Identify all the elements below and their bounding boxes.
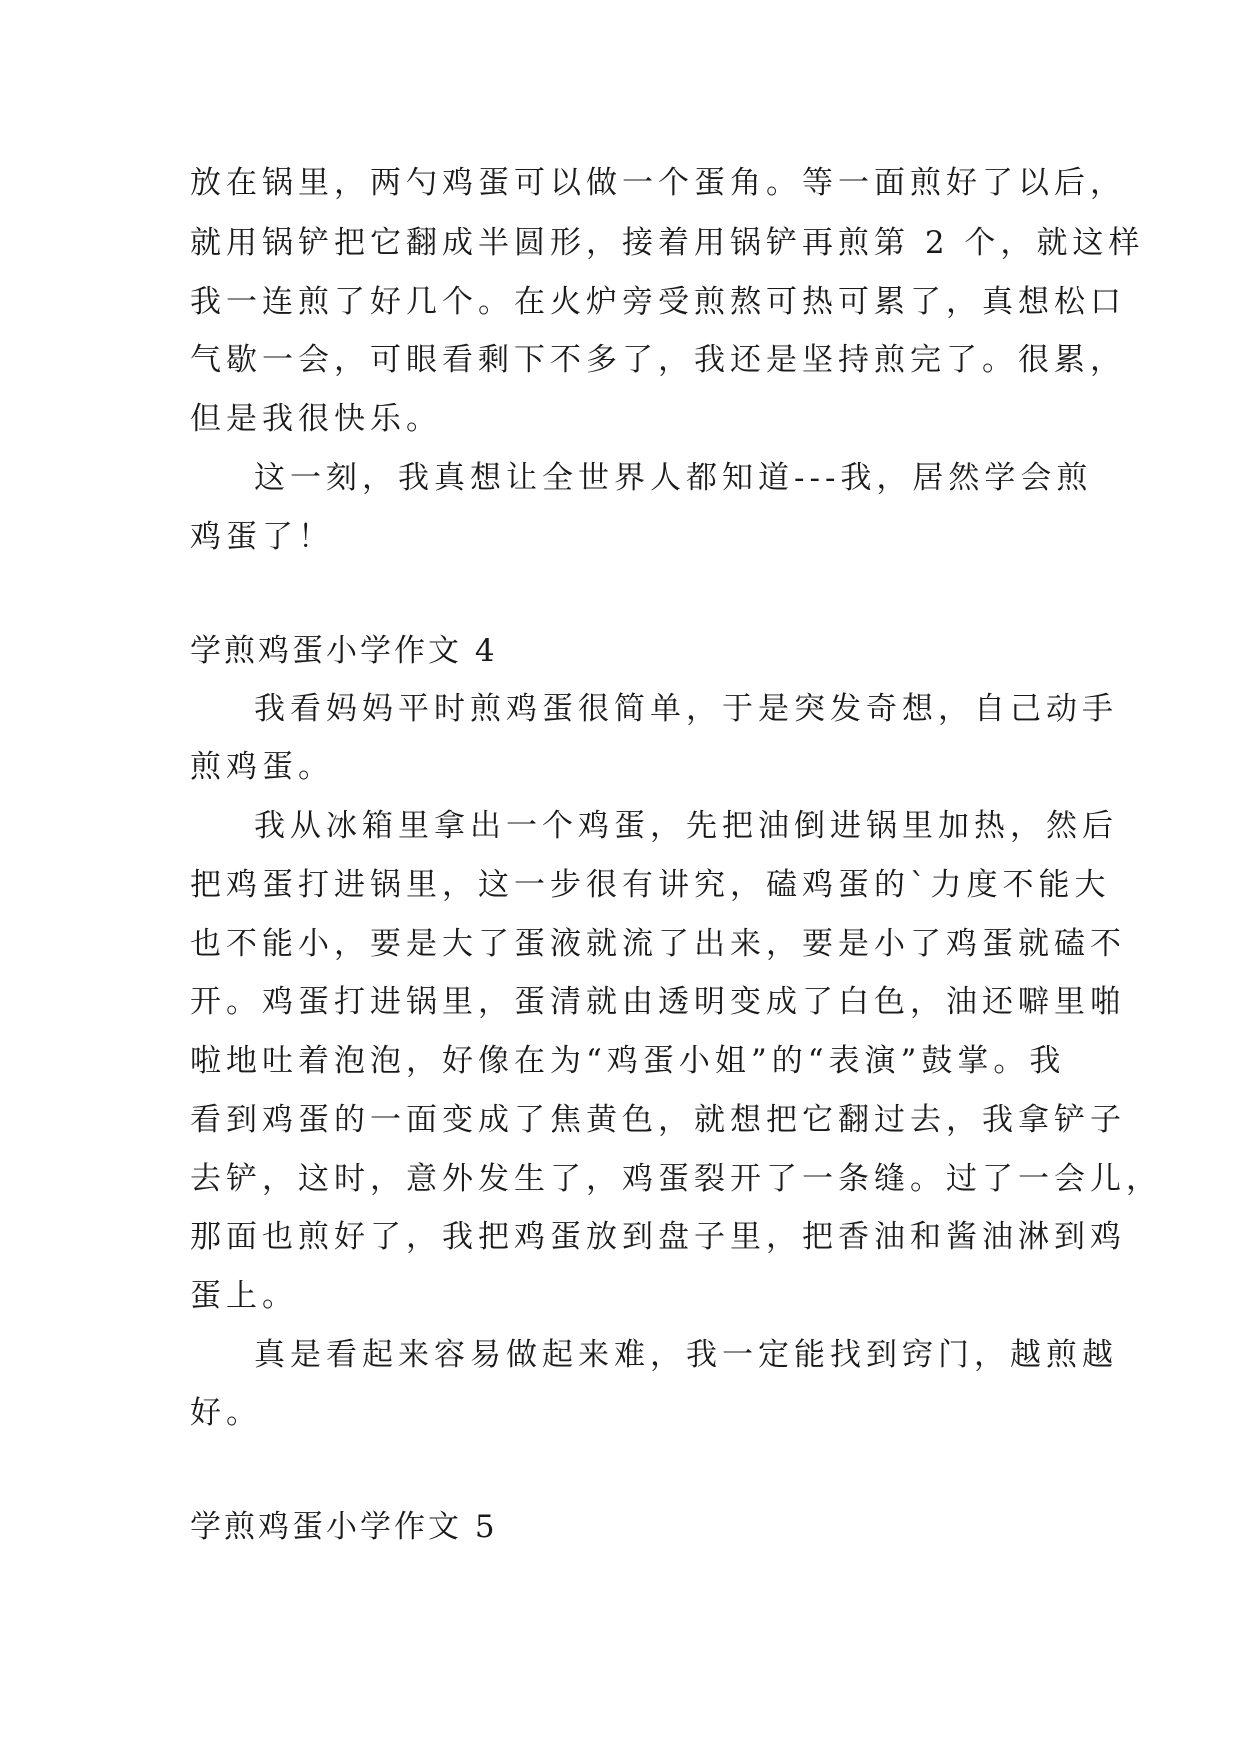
paragraph-line: 看到鸡蛋的一面变成了焦黄色，就想把它翻过去，我拿铲子 [190,1102,1126,1138]
paragraph-line: 我看妈妈平时煎鸡蛋很简单，于是突发奇想，自己动手 [254,691,1118,727]
paragraph-line: 把鸡蛋打进锅里，这一步很有讲究，磕鸡蛋的`力度不能大 [190,867,1111,903]
paragraph-line: 气歇一会，可眼看剩下不多了，我还是坚持煎完了。很累， [190,342,1126,378]
paragraph-line: 鸡蛋了！ [190,519,334,555]
paragraph-line: 也不能小，要是大了蛋液就流了出来，要是小了鸡蛋就磕不 [190,926,1126,962]
paragraph-line: 煎鸡蛋。 [190,749,334,785]
paragraph-line: 去铲，这时，意外发生了，鸡蛋裂开了一条缝。过了一会儿， [190,1161,1162,1197]
paragraph-line: 真是看起来容易做起来难，我一定能找到窍门，越煎越 [254,1337,1118,1373]
paragraph-line: 但是我很快乐。 [190,401,442,437]
paragraph-line: 啦地吐着泡泡，好像在为“鸡蛋小姐”的“表演”鼓掌。我 [190,1043,1066,1079]
paragraph-line: 就用锅铲把它翻成半圆形，接着用锅铲再煎第 2 个，就这样 [190,225,1145,261]
paragraph-line: 这一刻，我真想让全世界人都知道---我，居然学会煎 [254,460,1093,496]
paragraph-line: 好。 [190,1395,262,1431]
section-title: 学煎鸡蛋小学作文 5 [190,1509,498,1545]
paragraph-line: 放在锅里，两勺鸡蛋可以做一个蛋角。等一面煎好了以后， [190,165,1126,201]
paragraph-line: 开。鸡蛋打进锅里，蛋清就由透明变成了白色，油还噼里啪 [190,984,1126,1020]
paragraph-line: 我一连煎了好几个。在火炉旁受煎熬可热可累了，真想松口 [190,284,1126,320]
paragraph-line: 蛋上。 [190,1278,298,1314]
section-title: 学煎鸡蛋小学作文 4 [190,633,498,669]
paragraph-line: 那面也煎好了，我把鸡蛋放到盘子里，把香油和酱油淋到鸡 [190,1219,1126,1255]
paragraph-line: 我从冰箱里拿出一个鸡蛋，先把油倒进锅里加热，然后 [254,808,1118,844]
